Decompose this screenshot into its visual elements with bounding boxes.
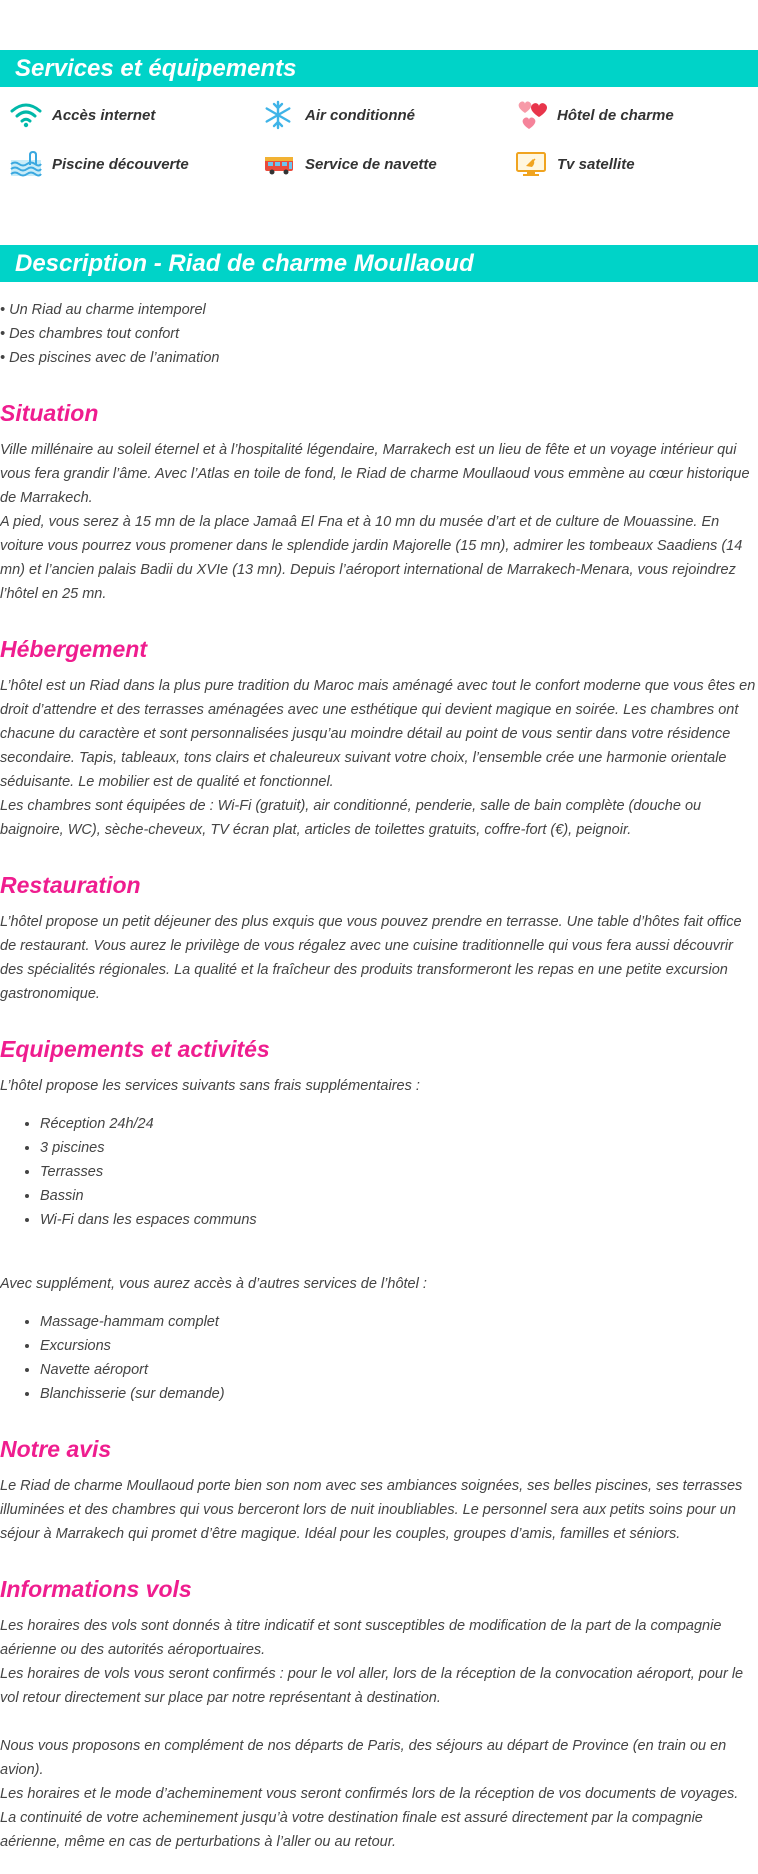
paragraph: La continuité de votre acheminement jusqu’à votre destination finale est assuré directement par la compagnie aérienne, même en cas de perturbations à l’aller ou au retour.	[0, 1810, 703, 1850]
paragraph: Avec supplément, vous aurez accès à d’autres services de l’hôtel :	[0, 1276, 427, 1292]
section-vols	[0, 1574, 758, 1854]
list-item: • 3 piscines	[40, 1136, 758, 1160]
paragraph: A pied, vous serez à 15 mn de la place Jamaâ El Fna et à 10 mn du musée d’art et de culture de Mouassine. En voiture vous pourrez vous promener dans le splendide jardin Majorelle (15 mn), admirer les tombeaux Saadiens (14 mn) et l’ancien palais Badii du XVIe (13 mn). Depuis l’aéroport international de Marrakech-Menara, vous rejoindrez l’hôtel en 25 mn.	[0, 514, 743, 602]
list-item: • Navette aéroport	[40, 1358, 758, 1382]
paragraph: Les chambres sont équipées de : Wi-Fi (gratuit), air conditionné, penderie, salle de bain complète (douche ou baignoire, WC), sèche-cheveux, TV écran plat, articles de toilettes gratuits, coffre-fort (€), peignoir.	[0, 798, 702, 838]
list-item: • Réception 24h/24	[40, 1112, 758, 1136]
list-item: • Des chambres tout confort	[0, 326, 180, 342]
paragraph: L’hôtel propose les services suivants sans frais supplémentaires :	[0, 1078, 420, 1094]
section-equipements	[0, 1034, 758, 1406]
section-situation	[0, 398, 758, 606]
paragraph: Les horaires des vols sont donnés à titre indicatif et sont susceptibles de modification de la part de la compagnie aérienne ou des autorités aéroportuaires.	[0, 1618, 722, 1658]
paragraph: Les horaires et le mode d’acheminement vous seront confirmés lors de la réception de vos documents de voyages.	[0, 1786, 739, 1802]
section-restauration	[0, 870, 758, 1006]
wifi-icon	[10, 99, 44, 131]
service-label: Tv satellite	[557, 155, 635, 173]
list-item: • Bassin	[40, 1184, 758, 1208]
service-label: Air conditionné	[305, 106, 415, 124]
section-heading: Hébergement	[0, 636, 147, 662]
section-heading: Notre avis	[0, 1436, 112, 1462]
service-satellite-tv	[505, 148, 635, 180]
snowflake-icon	[263, 99, 297, 131]
list-item: • Excursions	[40, 1334, 758, 1358]
section-hebergement	[0, 634, 758, 842]
section-avis	[0, 1434, 758, 1546]
paragraph: L’hôtel est un Riad dans la plus pure tradition du Maroc mais aménagé avec tout le confort moderne que vous êtes en droit d’attendre et des terrasses aménagées avec une esthétique qui devient magique en soirée. Les chambres ont chacune du caractère et sont personnalisées jusqu’au moindre détail au point de vous sentir dans votre résidence secondaire. Tapis, tableaux, tons clairs et chaleureux suivant votre choix, l’ensemble crée une harmonie orientale séduisante. Le mobilier est de qualité et fonctionnel.	[0, 678, 756, 790]
services-grid	[0, 87, 758, 245]
satellite-tv-icon	[515, 148, 549, 180]
service-label: Accès internet	[52, 106, 156, 124]
paid-services-list	[0, 1310, 758, 1406]
paragraph: Nous vous proposons en complément de nos départs de Paris, des séjours au départ de Province (en train ou en avion).	[0, 1738, 727, 1778]
section-heading: Restauration	[0, 872, 141, 898]
section-heading: Informations vols	[0, 1576, 192, 1602]
spacer	[0, 1710, 758, 1734]
service-charm-hotel	[505, 99, 674, 131]
section-heading: Equipements et activités	[0, 1036, 270, 1062]
section-heading: Situation	[0, 400, 99, 426]
pool-icon	[10, 148, 44, 180]
service-air-conditioning	[253, 99, 415, 131]
service-internet	[0, 99, 155, 131]
description-bullets	[0, 298, 758, 370]
hearts-icon	[515, 99, 549, 131]
paragraph: L’hôtel propose un petit déjeuner des plus exquis que vous pouvez prendre en terrasse. Une table d’hôtes fait office de restaurant. Vous aurez le privilège de vous régalez avec une cuisine traditionnelle qui vous fera aussi découvrir des spécialités régionales. La qualité et la fraîcheur des produits transformeront les repas en une petite excursion gastronomique.	[0, 914, 742, 1002]
free-services-list	[0, 1112, 758, 1232]
paragraph: Les horaires de vols vous seront confirmés : pour le vol aller, lors de la réception de la convocation aéroport, pour le vol retour directement sur place par notre représentant à destination.	[0, 1666, 744, 1706]
paragraph: Ville millénaire au soleil éternel et à l’hospitalité légendaire, Marrakech est un lieu de fête et un voyage intérieur qui vous fera grandir l’âme. Avec l’Atlas en toile de fond, le Riad de charme Moullaoud vous emmène au cœur historique de Marrakech.	[0, 442, 750, 506]
service-label: Piscine découverte	[52, 155, 189, 173]
list-item: • Blanchisserie (sur demande)	[40, 1382, 758, 1406]
list-item: • Massage-hammam complet	[40, 1310, 758, 1334]
list-item: • Des piscines avec de l’animation	[0, 350, 220, 366]
service-label: Service de navette	[305, 155, 437, 173]
list-item: • Terrasses	[40, 1160, 758, 1184]
shuttle-bus-icon	[263, 148, 297, 180]
paragraph: Le Riad de charme Moullaoud porte bien son nom avec ses ambiances soignées, ses belles piscines, ses terrasses illuminées et des chambres qui vous berceront lors de nuit inoubliables. Le personnel sera aux petits soins pour un séjour à Marrakech qui promet d’être magique. Idéal pour les couples, groupes d’amis, familles et séniors.	[0, 1478, 743, 1542]
list-item: • Un Riad au charme intemporel	[0, 302, 206, 318]
services-title: Services et équipements	[0, 50, 758, 87]
service-pool	[0, 148, 189, 180]
service-shuttle	[253, 148, 437, 180]
service-label: Hôtel de charme	[557, 106, 674, 124]
list-item: • Wi-Fi dans les espaces communs	[40, 1208, 758, 1232]
description-title: Description - Riad de charme Moullaoud	[0, 245, 758, 282]
